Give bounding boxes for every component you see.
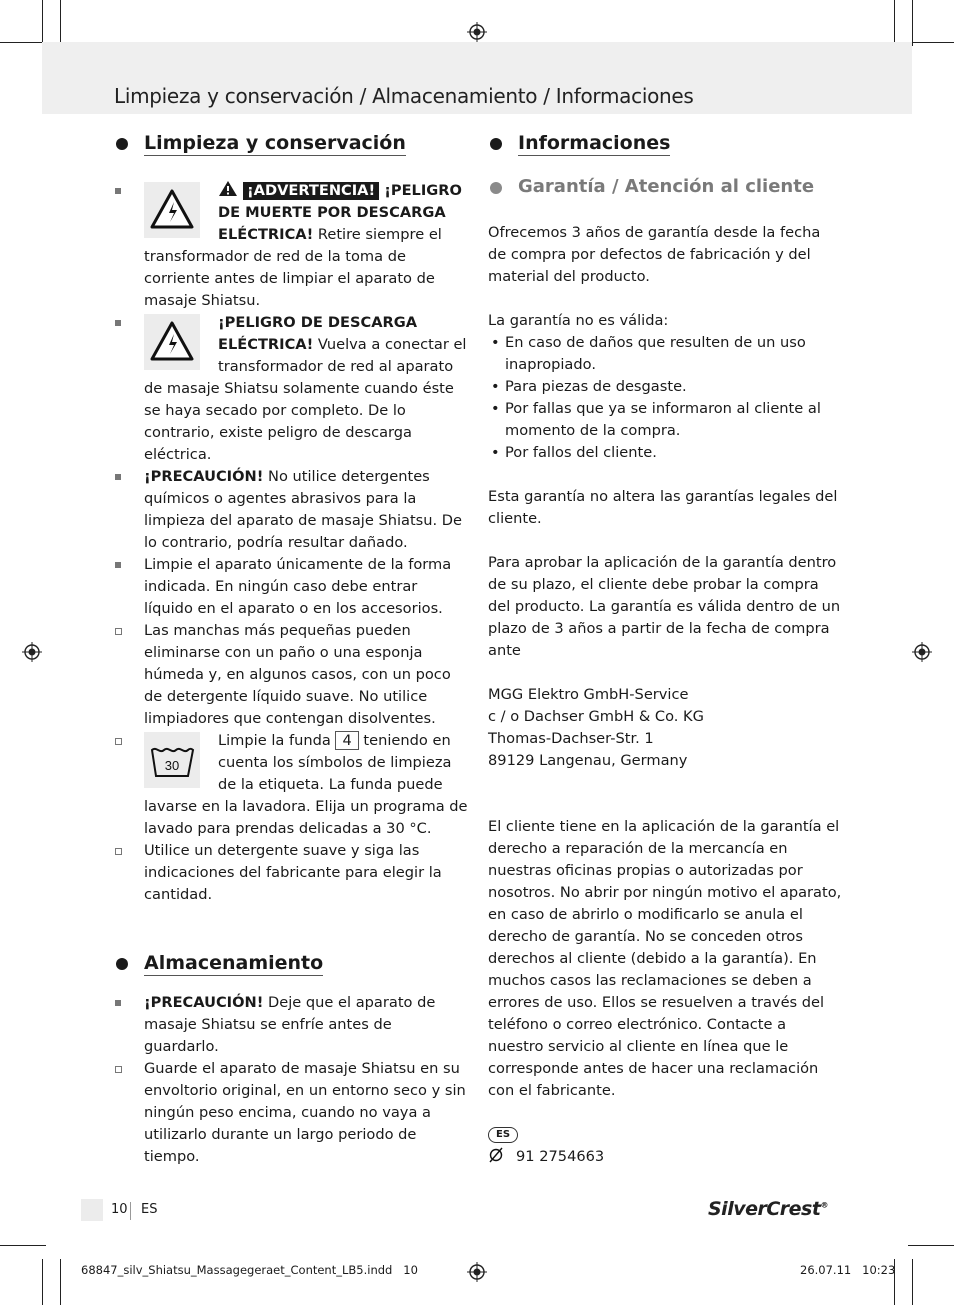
cleaning-list xyxy=(114,180,470,906)
warning-triangle-icon xyxy=(218,180,238,197)
list-item: 30 Limpie la funda 4 teniendo en cuenta los símbolos de limpieza de la etiqueta. La funda puede lavarse en la lavadora. Elija un programa de lavado para prendas delicadas a 30 °C. xyxy=(114,730,470,840)
exclusions-list xyxy=(488,332,842,464)
right-column xyxy=(488,128,842,1168)
section-bullet-icon xyxy=(490,138,502,150)
page-title: Limpieza y conservación / Almacenamiento / Informaciones xyxy=(114,84,694,108)
list-item: Guarde el aparato de masaje Shiatsu en su envoltorio original, en un entorno seco y sin ningún peso encima, cuando no vaya a utilizarlo durante un largo periodo de tiempo. xyxy=(114,1058,470,1168)
crop-mark xyxy=(908,42,954,43)
phone-line xyxy=(488,1146,842,1168)
section-bullet-icon xyxy=(116,958,128,970)
crop-mark xyxy=(908,1245,954,1246)
list-item: • Por fallas que ya se informaron al cliente al momento de la compra. xyxy=(488,398,842,442)
section-title-cleaning: Limpieza y conservación xyxy=(114,128,406,158)
list-item: ¡PRECAUCIÓN! Deje que el aparato de masaje Shiatsu se enfríe antes de guardarlo. xyxy=(114,992,470,1058)
registration-mark-icon xyxy=(912,642,932,662)
phone-icon xyxy=(488,1147,504,1163)
section-bullet-icon xyxy=(116,138,128,150)
country-badge: ES xyxy=(488,1127,518,1143)
section-title-info: Informaciones xyxy=(488,128,670,158)
crop-mark xyxy=(60,0,61,46)
list-item: ¡PELIGRO DE DESCARGA ELÉCTRICA! Vuelva a conectar el transformador de red al aparato de masaje Shiatsu solamente cuando éste se haya secado por completo. De lo contrario, existe peligro de descarga eléctrica. xyxy=(114,312,470,466)
crop-mark xyxy=(0,1245,46,1246)
svg-text:30: 30 xyxy=(164,758,180,773)
electric-shock-warning-icon xyxy=(144,182,200,238)
list-item: • Para piezas de desgaste. xyxy=(488,376,842,398)
electric-shock-warning-icon xyxy=(144,314,200,370)
print-slug-date: 26.07.11 10:23 xyxy=(800,1263,896,1277)
section-title-storage: Almacenamiento xyxy=(114,948,323,978)
warranty-intro: Ofrecemos 3 años de garantía desde la fecha de compra por defectos de fabricación y del material del producto. xyxy=(488,224,821,285)
claim-paragraph: Para aprobar la aplicación de la garantía dentro de su plazo, el cliente debe probar la compra del producto. La garantía es válida dentro de un plazo de 3 años a partir de la fecha de compra ante xyxy=(488,554,841,659)
registration-mark-icon xyxy=(467,22,487,42)
list-item: • En caso de daños que resulten de un uso inapropiado. xyxy=(488,332,842,376)
repair-rights-paragraph: El cliente tiene en la aplicación de la garantía el derecho a reparación de la mercancía en nuestras oficinas propias o autorizadas por nosotros. No abrir por ningún motivo el aparato, en caso de abrirlo o modificarlo se anula el derecho de garantía. No se conceden otros derechos al cliente (debido a la garantía). En muchos casos las reclamaciones se deben a errores de uso. Ellos se resuelven a través del teléfono o correo electrónico. Contacte a nuestro servicio al cliente en línea que le corresponde antes de hacer una reclamación con el fabricante. xyxy=(488,818,842,1099)
crop-mark xyxy=(60,1259,61,1305)
left-column xyxy=(114,128,470,1168)
footer-box xyxy=(81,1199,103,1221)
crop-mark xyxy=(42,0,43,46)
crop-mark xyxy=(42,1259,43,1305)
crop-mark xyxy=(894,0,895,46)
list-item: Utilice un detergente suave y siga las indicaciones del fabricante para elegir la cantidad. xyxy=(114,840,470,906)
list-item: Limpie el aparato únicamente de la forma indicada. En ningún caso debe entrar líquido en el aparato o en los accesorios. xyxy=(114,554,470,620)
crop-mark xyxy=(912,0,913,46)
crop-mark xyxy=(912,1259,913,1305)
registration-mark-icon xyxy=(467,1262,487,1282)
list-item: Las manchas más pequeñas pueden eliminarse con un paño o una esponja húmeda y, en algunos casos, con un poco de detergente líquido suave. No utilice limpiadores que contengan disolventes. xyxy=(114,620,470,730)
phone-number: 91 2754663 xyxy=(516,1148,605,1165)
figure-reference: 4 xyxy=(335,731,358,750)
service-address: MGG Elektro GmbH-Service c / o Dachser GmbH & Co. KG Thomas-Dachser-Str. 1 89129 Langenau, Germany xyxy=(488,686,704,769)
not-valid-label: La garantía no es válida: xyxy=(488,312,669,329)
legal-note: Esta garantía no altera las garantías legales del cliente. xyxy=(488,488,838,527)
footer-divider xyxy=(130,1202,131,1220)
list-item: ¡ADVERTENCIA! ¡PELIGRO DE MUERTE POR DESCARGA ELÉCTRICA! Retire siempre el transformador de red de la toma de corriente antes de limpiar el aparato de masaje Shiatsu. xyxy=(114,180,470,312)
wash-30-icon xyxy=(144,732,200,788)
list-item: • Por fallos del cliente. xyxy=(488,442,842,464)
brand-logo: SilverCrest® xyxy=(708,1198,828,1220)
storage-list xyxy=(114,992,470,1168)
registration-mark-icon xyxy=(22,642,42,662)
crop-mark xyxy=(0,42,46,43)
warning-badge: ¡ADVERTENCIA! xyxy=(243,182,379,200)
page-number: 10 xyxy=(111,1202,128,1217)
section-title-warranty: Garantía / Atención al cliente xyxy=(488,172,814,202)
list-item: ¡PRECAUCIÓN! No utilice detergentes químicos o agentes abrasivos para la limpieza del aparato de masaje Shiatsu. De lo contrario, podría resultar dañado. xyxy=(114,466,470,554)
print-slug-file: 68847_silv_Shiatsu_Massagegeraet_Content_LB5.indd 10 xyxy=(81,1263,418,1277)
page-language: ES xyxy=(141,1202,158,1217)
section-bullet-icon xyxy=(490,182,502,194)
